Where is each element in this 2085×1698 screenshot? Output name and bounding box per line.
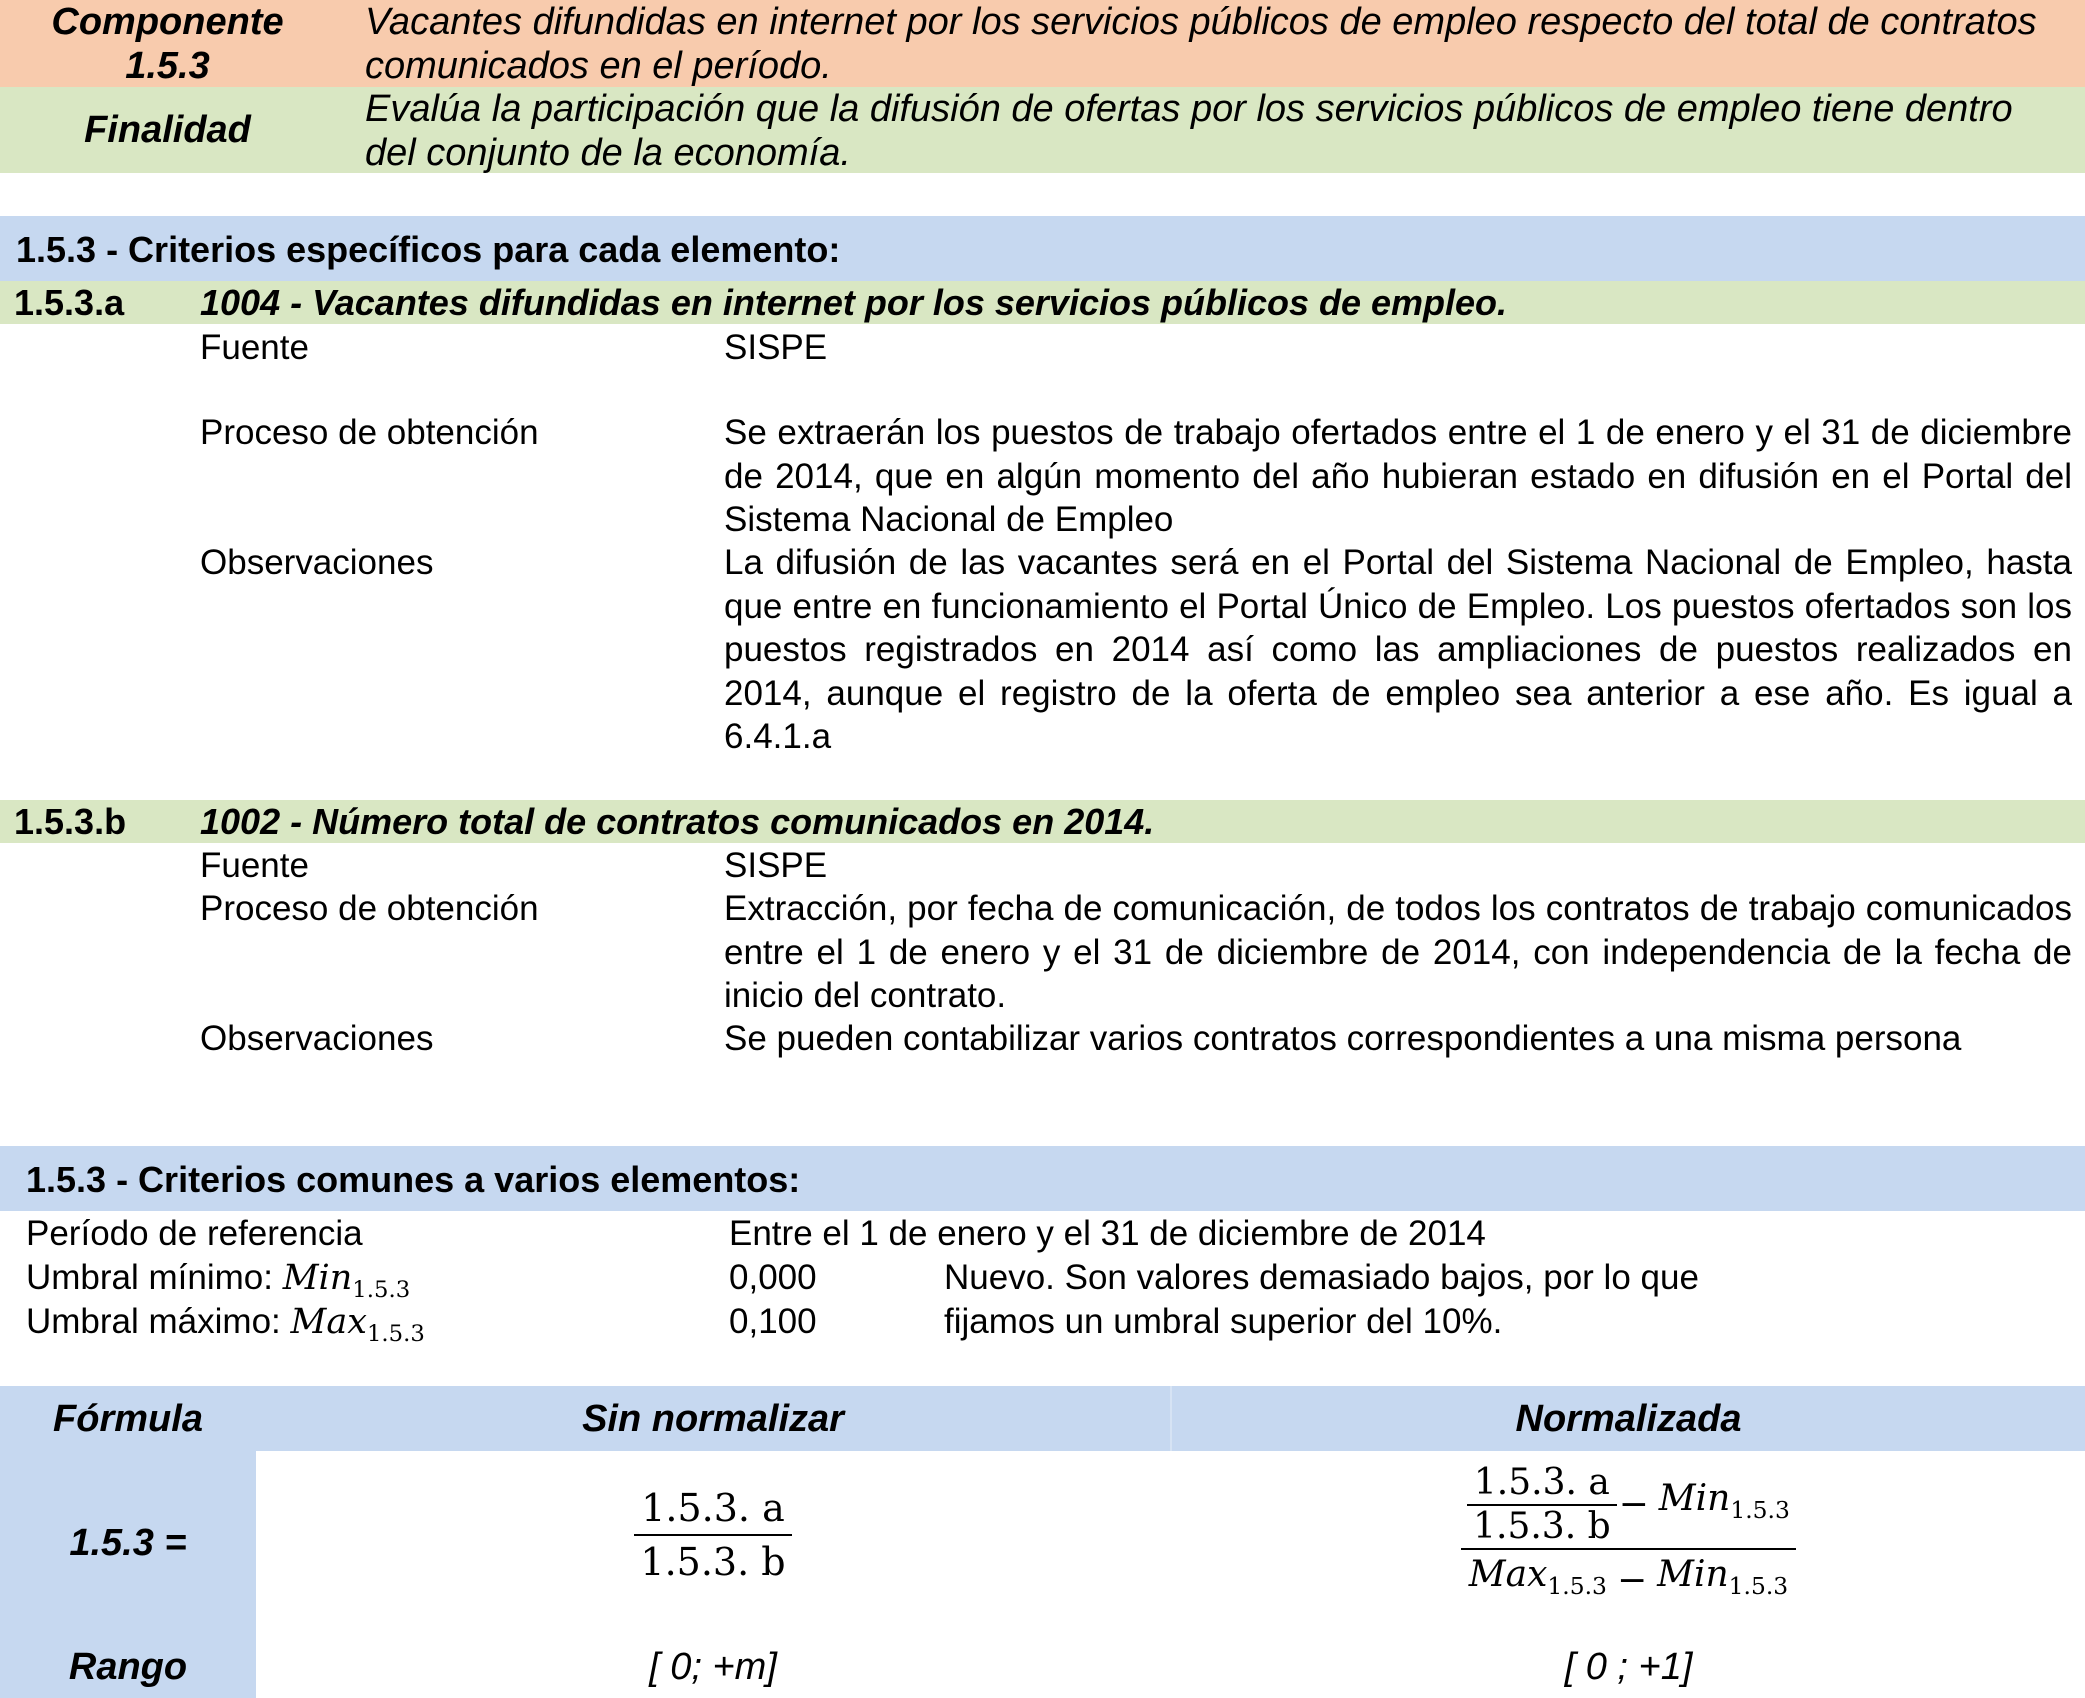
formula-label: 1.5.3 = <box>69 1522 187 1564</box>
norm-inner-fraction: $\frac{1.5.3. a}{1.5.3. b}$ <box>1467 1462 1617 1548</box>
min-variable: Min$_{1.5.3}$ <box>282 1258 411 1303</box>
formula-header-formula: Fórmula <box>53 1398 203 1440</box>
element-a-fuente-label: Fuente <box>200 328 309 367</box>
common-title: 1.5.3 - Criterios comunes a varios elementos: <box>26 1159 801 1200</box>
umbral-note-line2: fijamos un umbral superior del 10%. <box>944 1302 1503 1341</box>
rango-sin: [ 0; +m] <box>649 1646 777 1688</box>
specific-title: 1.5.3 - Criterios específicos para cada elemento: <box>16 229 841 270</box>
element-b-proceso-label: Proceso de obtención <box>200 889 539 928</box>
rango-norm: [ 0 ; +1] <box>1564 1646 1693 1688</box>
formula-header-sin: Sin normalizar <box>582 1398 844 1440</box>
element-b-fuente-label: Fuente <box>200 846 309 885</box>
element-a-obs-value: La difusión de las vacantes será en el Portal del Sistema Nacional de Empleo, hasta que entre en funcionamiento el Portal Único de Empleo. Los puestos ofertados son los puestos registrados en 2014 así como las ampliaciones de puestos realizados en 2014, aunque el registro de la oferta de empleo sea anterior a ese año. Es igual a 6.4.1.a <box>724 543 2072 756</box>
element-b-fuente-value: SISPE <box>724 846 828 885</box>
element-a-fuente-value: SISPE <box>724 328 828 367</box>
finalidad-text: Evalúa la participación que la difusión de ofertas por los servicios públicos de empleo tiene dentro del conjunto de la economía. <box>365 88 2013 174</box>
element-b-code: 1.5.3.b <box>14 801 127 842</box>
formula-sin-normalizar <box>256 1482 1170 1588</box>
formula-header-norm: Normalizada <box>1515 1398 1742 1440</box>
element-b-proceso-value: Extracción, por fecha de comunicación, de todos los contratos de trabajo comunicados entre el 1 de enero y el 31 de diciembre de 2014, con independencia de la fecha de inicio del contrato. <box>724 889 2072 1015</box>
max-variable: Max$_{1.5.3}$ <box>290 1302 425 1347</box>
umbral-min-label: Umbral mínimo: Min$_{1.5.3}$ <box>26 1258 411 1303</box>
componente-label: Componente 1.5.3 <box>51 1 284 87</box>
element-a-code: 1.5.3.a <box>14 282 125 323</box>
element-a-obs-label: Observaciones <box>200 543 434 582</box>
rango-label: Rango <box>68 1646 188 1688</box>
umbral-max-label: Umbral máximo: Max$_{1.5.3}$ <box>26 1302 425 1347</box>
norm-fraction: $\frac{1.5.3. a}{1.5.3. b}$ − Min$_{1.5.3}$ Max$_{1.5.3}$ − Min$_{1.5.3}$ <box>1461 1462 1796 1607</box>
periodo-value: Entre el 1 de enero y el 31 de diciembre de 2014 <box>729 1214 1486 1253</box>
element-a-proceso-label: Proceso de obtención <box>200 413 539 452</box>
umbral-note-line1: Nuevo. Son valores demasiado bajos, por lo que <box>944 1258 1699 1297</box>
element-b-obs-label: Observaciones <box>200 1019 434 1058</box>
element-a-title: 1004 - Vacantes difundidas en internet por los servicios públicos de empleo. <box>200 282 1508 323</box>
element-b-obs-value: Se pueden contabilizar varios contratos correspondientes a una misma persona <box>724 1019 1962 1058</box>
element-a-proceso-value: Se extraerán los puestos de trabajo ofertados entre el 1 de enero y el 31 de diciembre de 2014, que en algún momento del año hubieran estado en difusión en el Portal del Sistema Nacional de Empleo <box>724 413 2072 539</box>
sin-fraction: $\frac{1.5.3. a}{1.5.3. b}$ <box>634 1482 791 1588</box>
formula-normalizada <box>1172 1462 2085 1607</box>
umbral-max-value: 0,100 <box>729 1302 817 1341</box>
componente-text: Vacantes difundidas en internet por los servicios públicos de empleo respecto del total de contratos comunicados en el período. <box>365 1 2037 87</box>
element-b-title: 1002 - Número total de contratos comunicados en 2014. <box>200 801 1155 842</box>
umbral-min-value: 0,000 <box>729 1258 817 1297</box>
finalidad-label: Finalidad <box>84 109 251 151</box>
periodo-label: Período de referencia <box>26 1214 363 1253</box>
